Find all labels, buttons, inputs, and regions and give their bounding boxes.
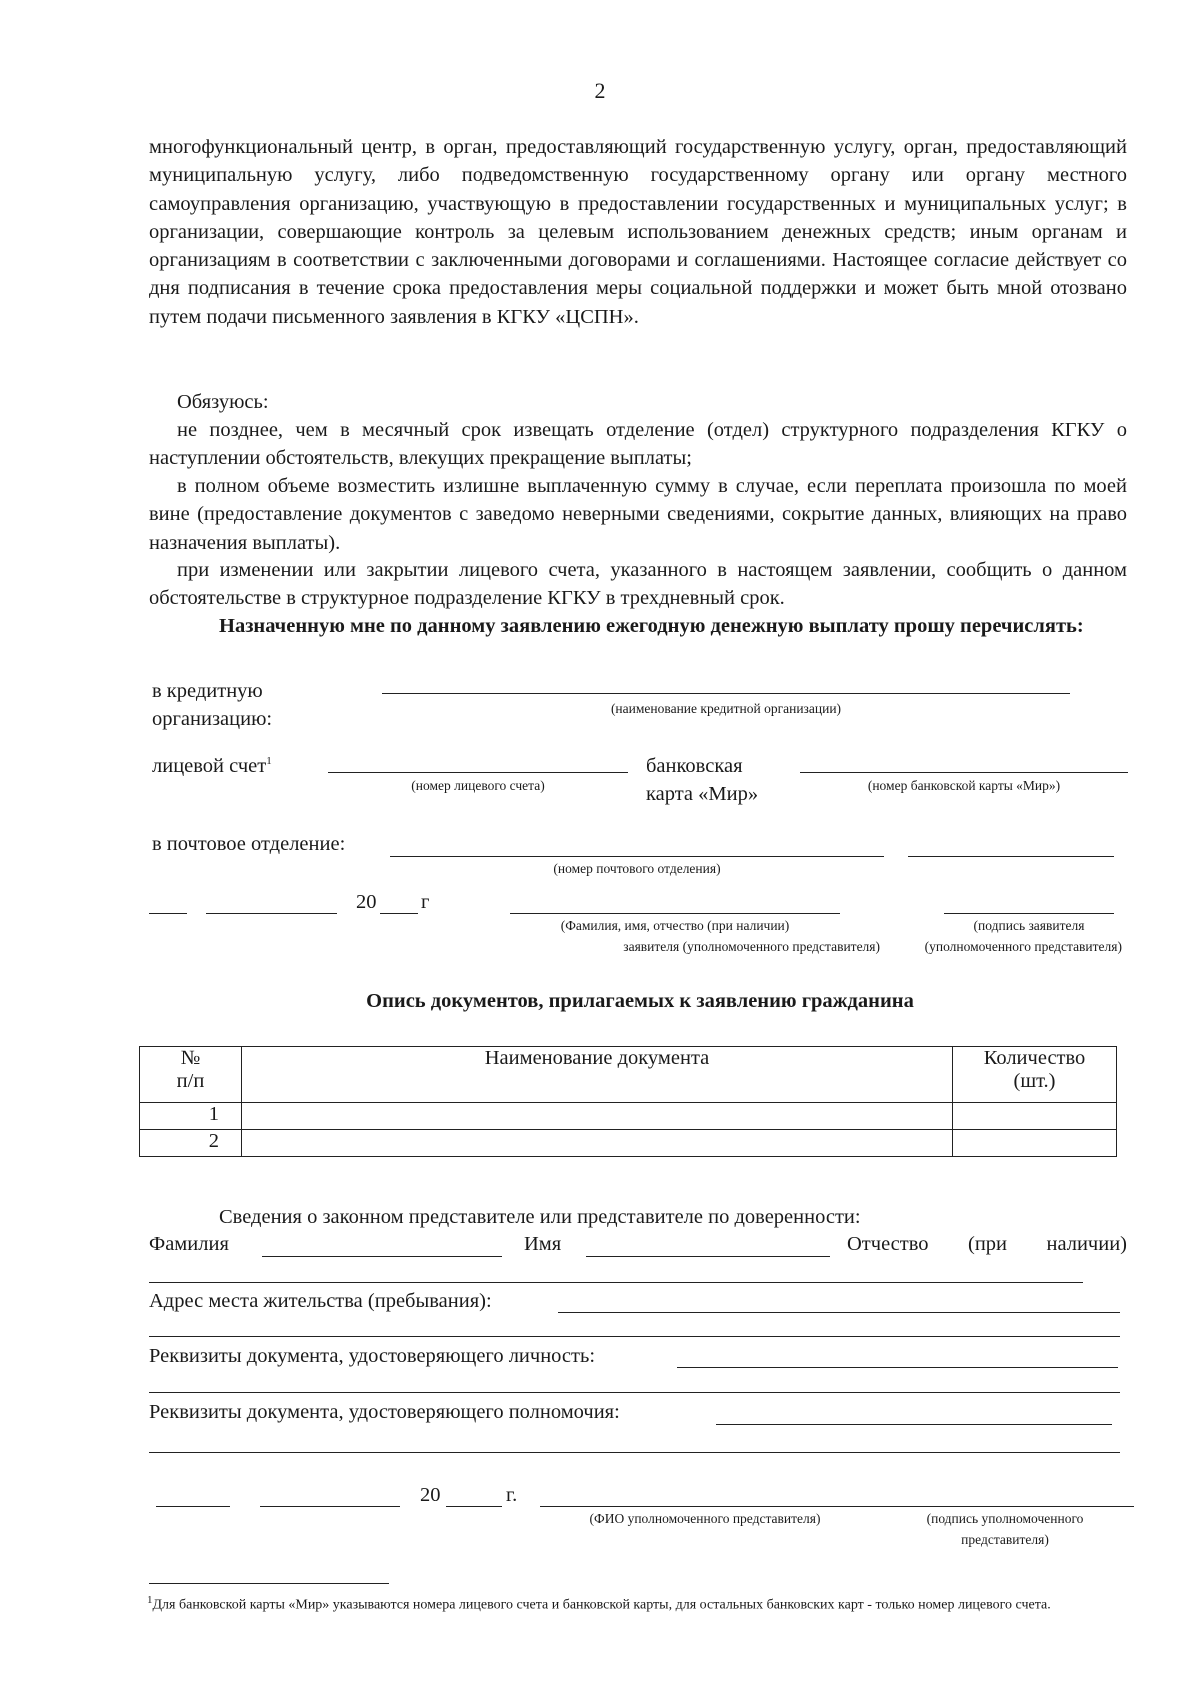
inventory-title: Опись документов, прилагаемых к заявлению гражданина [366, 990, 914, 1012]
id-doc-field[interactable] [677, 1367, 1118, 1368]
rep-fio-signature-field[interactable] [540, 1506, 1134, 1507]
obligation-item-3: при изменении или закрытии лицевого счета, указанного в настоящем заявлении, сообщить о данном обстоятельстве в структурное подразделение КГКУ в трехдневный срок. [149, 559, 1127, 610]
row-number: 2 [140, 1130, 242, 1157]
post-office-field[interactable] [390, 856, 884, 857]
rep-sign-caption-1: (подпись уполномоченного [926, 1511, 1084, 1526]
post-office-extra-field[interactable] [908, 856, 1114, 857]
consent-paragraph: многофункциональный центр, в орган, предоставляющий государственную услугу, орган, предоставляющий муниципальную услугу, либо подведомственную государственному органу или органу местного самоуправления организацию, участвующую в предоставлении государственных и муниципальных услуг; в организации, совершающие контроль за целевым использованием денежных средств; иным органам и организациям в соответствии с заключенными договорами и соглашениями. Настоящее согласие действует со дня подписания в течение срока предоставления меры социальной поддержки и может быть мной отозвано путем подачи письменного заявления в КГКУ «ЦСПН». [149, 136, 1127, 328]
card-number-field[interactable] [800, 772, 1128, 773]
row-document-cell[interactable] [242, 1103, 953, 1130]
account-label: лицевой счет$^1$ [152, 755, 272, 777]
name-label: Имя [524, 1233, 562, 1255]
table-row [140, 1130, 1117, 1157]
footnote [147, 1590, 1127, 1616]
fio-caption-2: заявителя (уполномоченного представителя) [623, 939, 880, 954]
card-caption: (номер банковской карты «Мир») [867, 778, 1061, 793]
rep-fio-caption: (ФИО уполномоченного представителя) [589, 1511, 821, 1526]
applicant-signature-field[interactable] [944, 913, 1114, 914]
post-office-label: в почтовое отделение: [152, 833, 346, 855]
date-year-suffix: г [421, 891, 430, 913]
header-number: № п/п [140, 1047, 242, 1103]
credit-org-caption: (наименование кредитной организации) [610, 701, 842, 716]
account-number-field[interactable] [328, 772, 628, 773]
obligation-item-2: в полном объеме возместить излишне выплаченную сумму в случае, если переплата произошла по моей вине (предоставление документов с заведомо неверными сведениями, сокрытие данных, влияющих на право назначения выплаты). [149, 475, 1127, 554]
rep-date-day-field[interactable] [156, 1506, 230, 1507]
rep-year-field[interactable] [446, 1506, 502, 1507]
footnote-text: Для банковской карты «Мир» указываются номера лицевого счета и банковской карты, для остальных банковских карт - только номер лицевого счета. [152, 1597, 1051, 1613]
row-quantity-cell[interactable] [953, 1130, 1117, 1157]
rep-sign-caption-2: представителя) [961, 1532, 1049, 1547]
footnote-mark: 1 [147, 1594, 153, 1606]
address-field-continued[interactable] [149, 1336, 1120, 1337]
address-field[interactable] [558, 1312, 1120, 1313]
rep-date-month-field[interactable] [260, 1506, 400, 1507]
credit-org-label-2: организацию: [152, 708, 273, 730]
table-row [140, 1103, 1117, 1130]
sign-caption-2: (уполномоченного представителя) [924, 939, 1122, 954]
id-doc-label: Реквизиты документа, удостоверяющего личность: [149, 1345, 596, 1367]
account-caption: (номер лицевого счета) [411, 778, 545, 793]
row-document-cell[interactable] [242, 1130, 953, 1157]
address-label: Адрес места жительства (пребывания): [149, 1290, 492, 1312]
date-year-prefix: 20 [356, 891, 377, 913]
obligation-item-1: не позднее, чем в месячный срок извещать отделение (отдел) структурного подразделения КГКУ о наступлении обстоятельств, влекущих прекращение выплаты; [149, 419, 1127, 470]
credit-org-field[interactable] [382, 693, 1070, 694]
date-year-field[interactable] [380, 913, 418, 914]
name-field[interactable] [586, 1256, 830, 1257]
auth-doc-field-continued[interactable] [149, 1452, 1120, 1453]
rep-year-prefix: 20 [420, 1484, 441, 1506]
row-number: 1 [140, 1103, 242, 1130]
card-label-1: банковская [646, 755, 743, 777]
credit-org-label-1: в кредитную [152, 680, 263, 702]
header-document-name: Наименование документа [242, 1047, 953, 1103]
header-quantity: Количество (шт.) [953, 1047, 1117, 1103]
representative-title: Сведения о законном представителе или представителе по доверенности: [219, 1206, 861, 1228]
patronymic-field[interactable] [149, 1282, 1083, 1283]
id-doc-field-continued[interactable] [149, 1392, 1120, 1393]
row-quantity-cell[interactable] [953, 1103, 1117, 1130]
page-number: 2 [594, 78, 606, 103]
applicant-fio-field[interactable] [510, 913, 840, 914]
obligation-title: Обязуюсь: [177, 391, 269, 413]
transfer-request: Назначенную мне по данному заявлению ежегодную денежную выплату прошу перечислять: [219, 615, 1084, 637]
auth-doc-label: Реквизиты документа, удостоверяющего полномочия: [149, 1401, 620, 1423]
rep-year-suffix: г. [506, 1484, 518, 1506]
date-month-field[interactable] [206, 913, 337, 914]
surname-label: Фамилия [149, 1233, 229, 1255]
fio-caption-1: (Фамилия, имя, отчество (при наличии) [560, 918, 790, 933]
post-office-caption: (номер почтового отделения) [553, 861, 721, 876]
card-label-2: карта «Мир» [646, 783, 759, 805]
date-day-field[interactable] [149, 913, 187, 914]
table-header-row [140, 1047, 1117, 1103]
sign-caption-1: (подпись заявителя [973, 918, 1085, 933]
footnote-separator [149, 1583, 389, 1584]
inventory-table [139, 1046, 1117, 1157]
patronymic-label: Отчество (при наличии) [847, 1233, 1127, 1255]
surname-field[interactable] [262, 1256, 502, 1257]
auth-doc-field[interactable] [716, 1424, 1112, 1425]
footnote-ref: 1 [266, 755, 272, 768]
